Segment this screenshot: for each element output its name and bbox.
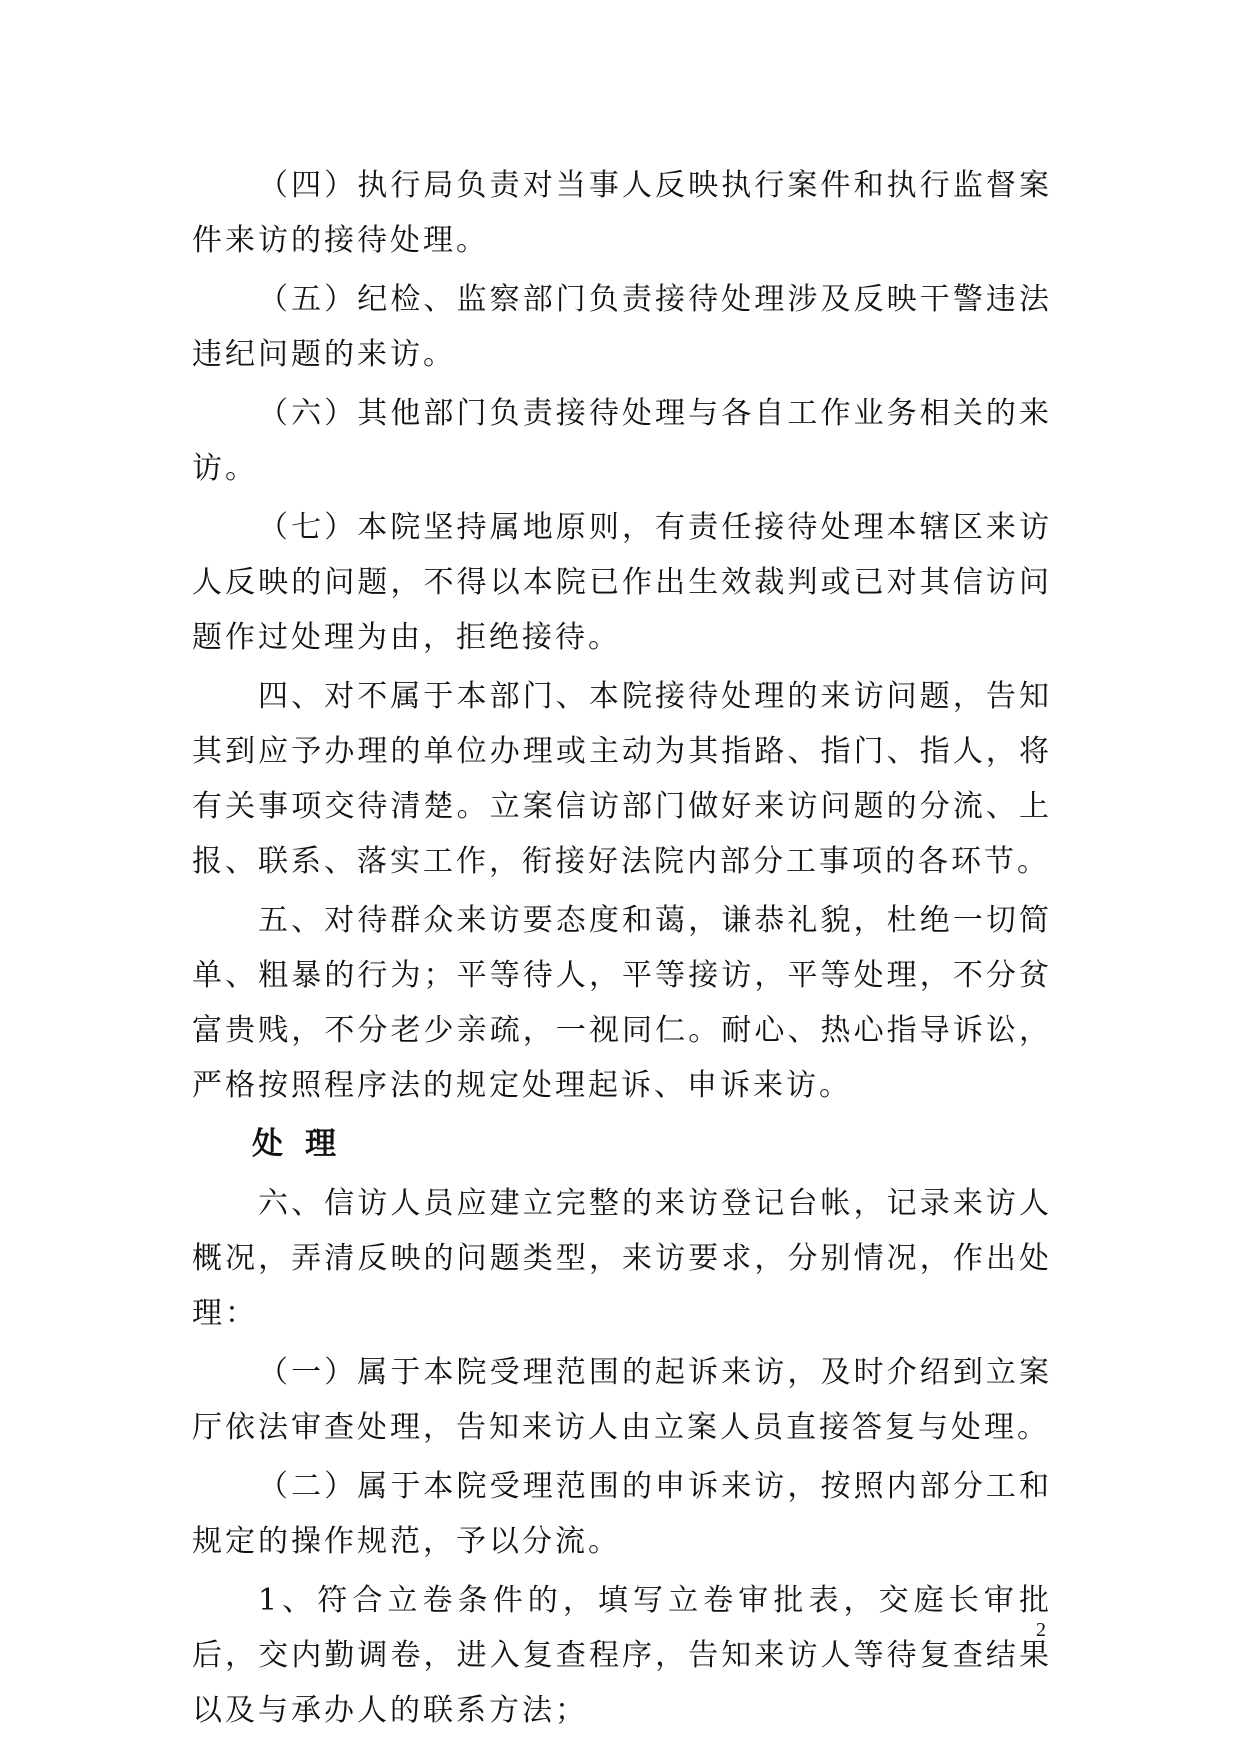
document-body	[192, 158, 1052, 1742]
page-number: 2	[1036, 1619, 1046, 1641]
paragraph-section-five: 五、对待群众来访要态度和蔼，谦恭礼貌，杜绝一切简单、粗暴的行为；平等待人，平等接访，平等处理，不分贫富贵贱，不分老少亲疏，一视同仁。耐心、热心指导诉讼，严格按照程序法的规定处理起诉、申诉来访。	[192, 903, 1052, 1103]
paragraph-other-departments: （六）其他部门负责接待处理与各自工作业务相关的来访。	[192, 396, 1052, 486]
paragraph-section-four: 四、对不属于本部门、本院接待处理的来访问题，告知其到应予办理的单位办理或主动为其指路、指门、指人，将有关事项交待清楚。立案信访部门做好来访问题的分流、上报、联系、落实工作，衔接好法院内部分工事项的各环节。	[192, 679, 1052, 879]
paragraph-territorial-principle: （七）本院坚持属地原则，有责任接待处理本辖区来访人反映的问题，不得以本院已作出生效裁判或已对其信访问题作过处理为由，拒绝接待。	[192, 510, 1052, 655]
paragraph-item-one: （一）属于本院受理范围的起诉来访，及时介绍到立案厅依法审查处理，告知来访人由立案人员直接答复与处理。	[192, 1355, 1052, 1445]
paragraph-execution-bureau: （四）执行局负责对当事人反映执行案件和执行监督案件来访的接待处理。	[192, 168, 1052, 258]
section-heading-processing: 处理	[252, 1126, 358, 1162]
paragraph-discipline-department: （五）纪检、监察部门负责接待处理涉及反映干警违法违纪问题的来访。	[192, 282, 1052, 372]
paragraph-subitem-one: 1、符合立卷条件的，填写立卷审批表，交庭长审批后，交内勤调卷，进入复查程序，告知来访人等待复查结果以及与承办人的联系方法；	[192, 1583, 1052, 1728]
paragraph-item-two: （二）属于本院受理范围的申诉来访，按照内部分工和规定的操作规范，予以分流。	[192, 1469, 1052, 1559]
paragraph-section-six: 六、信访人员应建立完整的来访登记台帐，记录来访人概况，弄清反映的问题类型，来访要求，分别情况，作出处理：	[192, 1186, 1052, 1331]
